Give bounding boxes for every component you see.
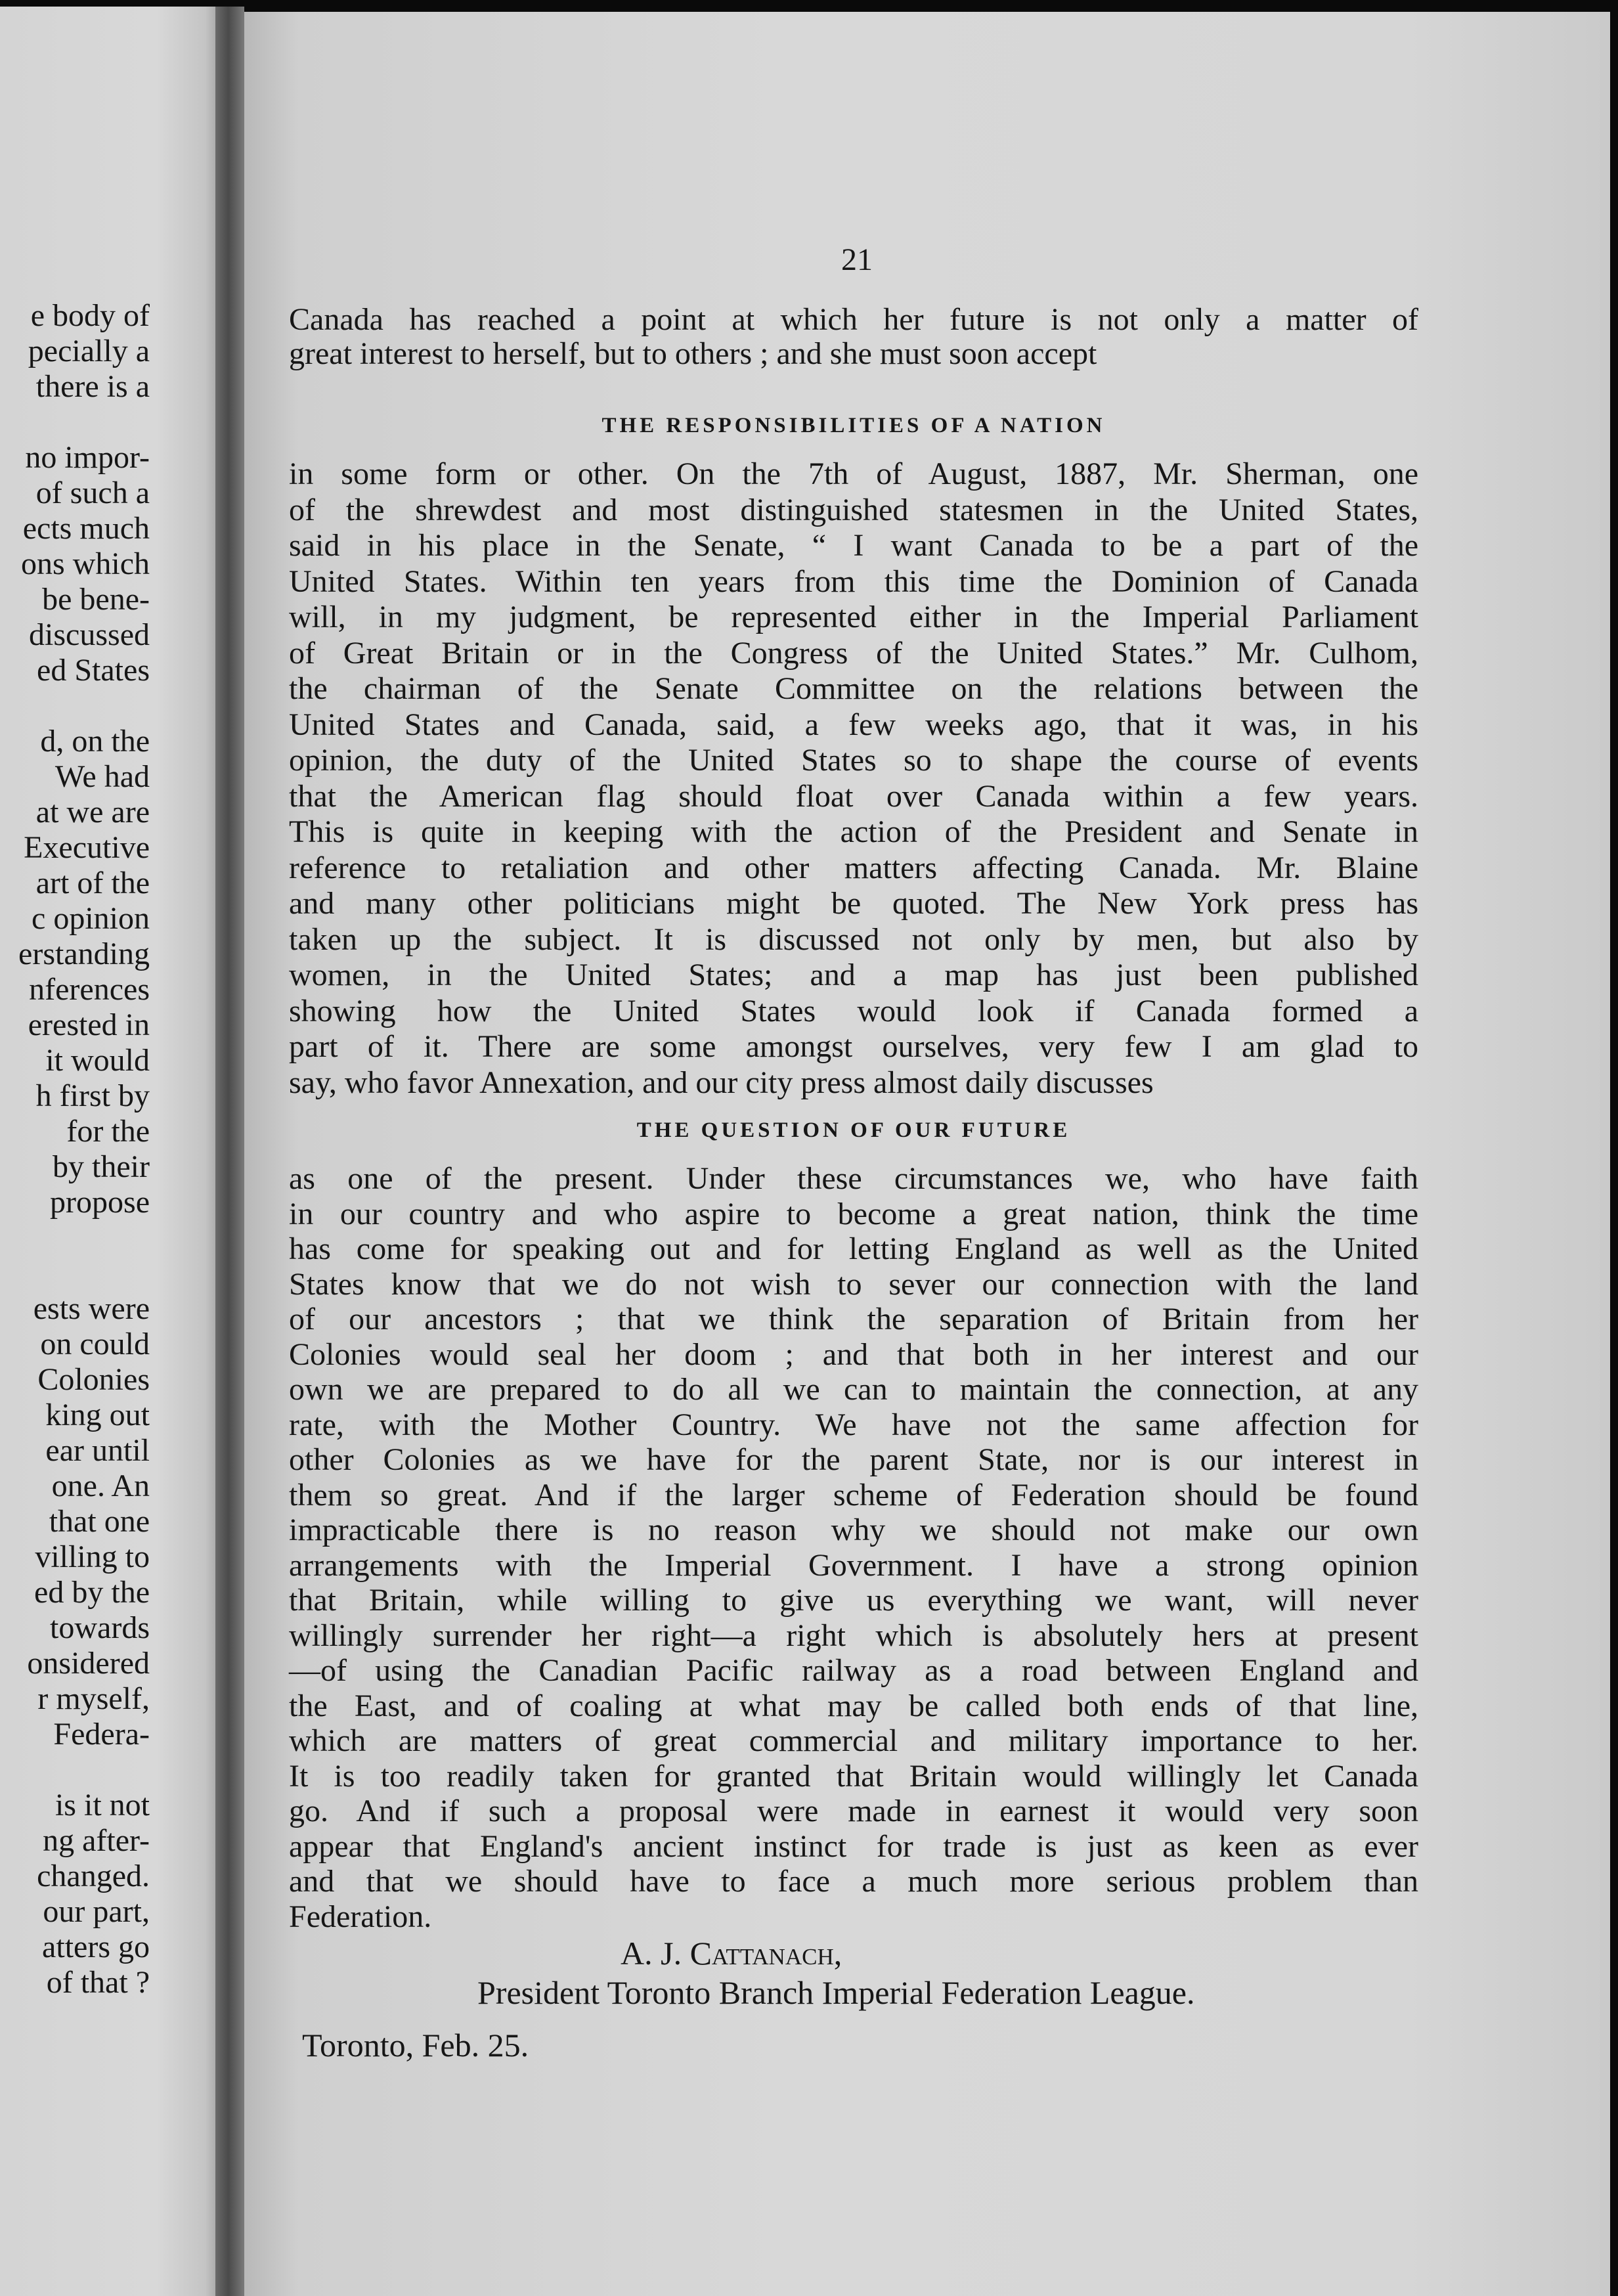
- text-line: Canada has reached a point at which her future is not only a matter of: [289, 302, 1418, 337]
- text-line: own we are prepared to do all we can to maintain the connection, at any: [289, 1372, 1418, 1407]
- text-line: which are matters of great commercial and military importance to her.: [289, 1723, 1418, 1758]
- left-page-line: ear until: [45, 1433, 150, 1468]
- left-page-line: towards: [50, 1610, 150, 1645]
- left-page-line: atters go: [42, 1930, 150, 1964]
- text-line: This is quite in keeping with the action of the President and Senate in: [289, 814, 1418, 849]
- left-page-line: one. An: [51, 1468, 150, 1503]
- left-page-line: nferences: [29, 972, 150, 1007]
- left-page-line: be bene-: [42, 582, 150, 617]
- left-page-line: pecially a: [28, 334, 150, 368]
- left-page-line: by their: [53, 1149, 150, 1184]
- left-page-line: that one: [49, 1504, 150, 1539]
- left-page-line: onsidered: [27, 1646, 150, 1681]
- left-page-line: art of the: [35, 866, 150, 900]
- text-line: —of using the Canadian Pacific railway as a road between England and: [289, 1653, 1418, 1688]
- text-line: other Colonies as we have for the parent State, nor is our interest in: [289, 1442, 1418, 1477]
- text-line: women, in the United States; and a map has just been published: [289, 958, 1418, 992]
- text-line: taken up the subject. It is discussed not only by men, but also by: [289, 921, 1418, 957]
- section-heading-responsibilities: THE RESPONSIBILITIES OF A NATION: [601, 414, 1106, 437]
- left-page-line: there is a: [35, 369, 150, 404]
- left-page-line: d, on the: [40, 724, 150, 759]
- text-line: in our country and who aspire to become a great nation, think the time: [289, 1196, 1418, 1231]
- text-line: reference to retaliation and other matters affecting Canada. Mr. Blaine: [289, 850, 1418, 885]
- text-line: Colonies would seal her doom ; and that both in her interest and our: [289, 1336, 1418, 1372]
- text-line: that the American flag should float over Canada within a few years.: [289, 778, 1418, 814]
- text-line: showing how the United States would look if Canada formed a: [289, 993, 1418, 1028]
- text-line: of Great Britain or in the Congress of the United States.” Mr. Culhom,: [289, 635, 1418, 671]
- text-line: them so great. And if the larger scheme of Federation should be found: [289, 1477, 1418, 1512]
- text-line: United States. Within ten years from this time the Dominion of Canada: [289, 563, 1418, 599]
- text-line: arrangements with the Imperial Government. I have a strong opinion: [289, 1547, 1418, 1583]
- left-page-line: ng after-: [43, 1823, 150, 1858]
- text-line: United States and Canada, said, a few weeks ago, that it was, in his: [289, 707, 1418, 742]
- left-facing-page: [0, 7, 223, 2296]
- left-page-line: ects much: [22, 511, 150, 546]
- left-page-line: erstanding: [18, 937, 150, 971]
- left-page-line: on could: [40, 1327, 150, 1361]
- text-line: It is too readily taken for granted that Britain would willingly let Canada: [289, 1758, 1418, 1794]
- text-line: opinion, the duty of the United States so to shape the course of events: [289, 743, 1418, 778]
- left-page-line: our part,: [43, 1894, 150, 1929]
- text-line: of our ancestors ; that we think the separation of Britain from her: [289, 1302, 1418, 1336]
- left-page-line: villing to: [35, 1539, 150, 1574]
- text-line: and many other politicians might be quoted. The New York press has: [289, 886, 1418, 921]
- signature-title: President Toronto Branch Imperial Federation League.: [477, 1974, 1195, 2011]
- left-page-line: it would: [45, 1043, 150, 1078]
- text-line: the East, and of coaling at what may be called both ends of that line,: [289, 1688, 1418, 1723]
- left-page-line: for the: [66, 1114, 150, 1149]
- page-gutter: [215, 7, 244, 2296]
- text-line: and that we should have to face a much more serious problem than: [289, 1864, 1418, 1899]
- text-line: Federation.: [289, 1899, 432, 1934]
- text-line: that Britain, while willing to give us everything we want, will never: [289, 1583, 1418, 1618]
- left-page-line: ons which: [21, 546, 150, 581]
- text-line: States know that we do not wish to sever our connection with the land: [289, 1266, 1418, 1302]
- left-page-line: propose: [50, 1185, 150, 1220]
- text-line: rate, with the Mother Country. We have not the same affection for: [289, 1407, 1418, 1442]
- signature-name: A. J. Cattanach,: [621, 1935, 842, 1972]
- left-page-line: changed.: [37, 1859, 150, 1893]
- left-page-line: discussed: [29, 617, 150, 652]
- left-page-line: e body of: [30, 298, 150, 333]
- text-line: has come for speaking out and for letting England as well as the United: [289, 1231, 1418, 1266]
- left-page-line: We had: [55, 759, 150, 794]
- section-heading-future: THE QUESTION OF OUR FUTURE: [636, 1118, 1071, 1142]
- text-line: appear that England's ancient instinct for trade is just as keen as ever: [289, 1828, 1418, 1864]
- text-line: said in his place in the Senate, “ I want Canada to be a part of the: [289, 528, 1418, 563]
- left-page-line: of such a: [35, 475, 150, 510]
- left-page-line: is it not: [55, 1788, 150, 1822]
- left-page-line: Colonies: [37, 1362, 150, 1397]
- text-line: say, who favor Annexation, and our city press almost daily discusses: [289, 1065, 1154, 1100]
- text-line: part of it. There are some amongst ourselves, very few I am glad to: [289, 1029, 1418, 1064]
- left-page-line: h first by: [35, 1078, 150, 1113]
- left-page-line: Executive: [24, 830, 150, 865]
- left-page-line: king out: [45, 1398, 150, 1432]
- text-line: go. And if such a proposal were made in earnest it would very soon: [289, 1794, 1418, 1828]
- signature-place-date: Toronto, Feb. 25.: [302, 2027, 529, 2064]
- text-line: as one of the present. Under these circumstances we, who have faith: [289, 1161, 1418, 1196]
- text-line: impracticable there is no reason why we should not make our own: [289, 1512, 1418, 1547]
- text-line: great interest to herself, but to others ; and she must soon accept: [289, 336, 1097, 371]
- left-page-line: erested in: [28, 1007, 150, 1042]
- text-line: the chairman of the Senate Committee on the relations between the: [289, 671, 1418, 706]
- text-line: will, in my judgment, be represented either in the Imperial Parliament: [289, 600, 1418, 634]
- text-line: in some form or other. On the 7th of August, 1887, Mr. Sherman, one: [289, 456, 1418, 491]
- left-page-line: no impor-: [25, 440, 150, 475]
- left-page-line: c opinion: [32, 901, 150, 936]
- left-page-line: at we are: [35, 795, 150, 829]
- text-line: willingly surrender her right—a right which is absolutely hers at present: [289, 1618, 1418, 1653]
- left-page-line: of that ?: [46, 1965, 150, 2000]
- text-line: of the shrewdest and most distinguished statesmen in the United States,: [289, 492, 1418, 527]
- left-page-line: ed by the: [34, 1575, 150, 1610]
- left-page-line: ed States: [37, 653, 150, 688]
- page-number: 21: [841, 242, 873, 277]
- left-page-line: ests were: [33, 1291, 150, 1326]
- left-page-line: Federa-: [53, 1717, 150, 1752]
- left-page-line: r myself,: [37, 1681, 150, 1716]
